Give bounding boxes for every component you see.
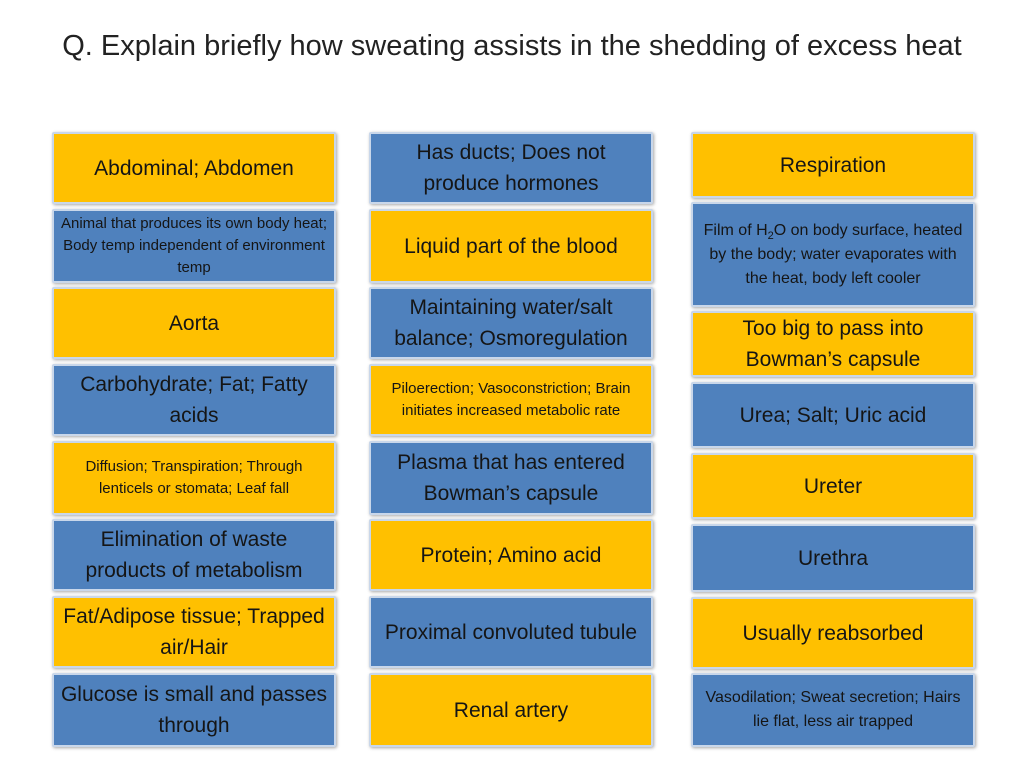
- answer-card-osmoregulation[interactable]: Maintaining water/salt balance; Osmoregulation: [369, 287, 653, 359]
- answer-card-endotherm[interactable]: Animal that produces its own body heat; Body temp independent of environment temp: [52, 209, 336, 283]
- answer-card-fat-adipose[interactable]: Fat/Adipose tissue; Trapped air/Hair: [52, 596, 336, 668]
- answer-card-carbohydrate[interactable]: Carbohydrate; Fat; Fatty acids: [52, 364, 336, 436]
- slide-title: Q. Explain briefly how sweating assists in the shedding of excess heat: [62, 30, 962, 62]
- answer-card-plasma[interactable]: Plasma that has entered Bowman’s capsule: [369, 441, 653, 515]
- answer-card-protein[interactable]: Protein; Amino acid: [369, 519, 653, 591]
- answer-card-vasodilation[interactable]: Vasodilation; Sweat secretion; Hairs lie flat, less air trapped: [691, 673, 975, 747]
- answer-card-diffusion[interactable]: Diffusion; Transpiration; Through lenticels or stomata; Leaf fall: [52, 441, 336, 515]
- answer-card-ureter[interactable]: Ureter: [691, 453, 975, 519]
- answer-card-elimination[interactable]: Elimination of waste products of metabolism: [52, 519, 336, 591]
- answer-card-urethra[interactable]: Urethra: [691, 524, 975, 592]
- answer-card-urea[interactable]: Urea; Salt; Uric acid: [691, 382, 975, 448]
- answer-card-piloerection[interactable]: Piloerection; Vasoconstriction; Brain initiates increased metabolic rate: [369, 364, 653, 436]
- answer-card-too-big[interactable]: Too big to pass into Bowman’s capsule: [691, 311, 975, 377]
- sweat-film-text: Film of $H_2O$ on body surface, heated by the body; water evaporates with the heat, body left cooler: [703, 221, 963, 287]
- answer-card-proximal[interactable]: Proximal convoluted tubule: [369, 596, 653, 668]
- answer-card-reabsorbed[interactable]: Usually reabsorbed: [691, 597, 975, 669]
- answer-card-glucose[interactable]: Glucose is small and passes through: [52, 673, 336, 747]
- answer-card-liquid-part[interactable]: Liquid part of the blood: [369, 209, 653, 283]
- answer-card-respiration[interactable]: Respiration: [691, 132, 975, 198]
- answer-card-has-ducts[interactable]: Has ducts; Does not produce hormones: [369, 132, 653, 204]
- answer-card-abdominal[interactable]: Abdominal; Abdomen: [52, 132, 336, 204]
- answer-card-renal-artery[interactable]: Renal artery: [369, 673, 653, 747]
- answer-card-aorta[interactable]: Aorta: [52, 287, 336, 359]
- answer-card-sweat-film[interactable]: [691, 202, 975, 307]
